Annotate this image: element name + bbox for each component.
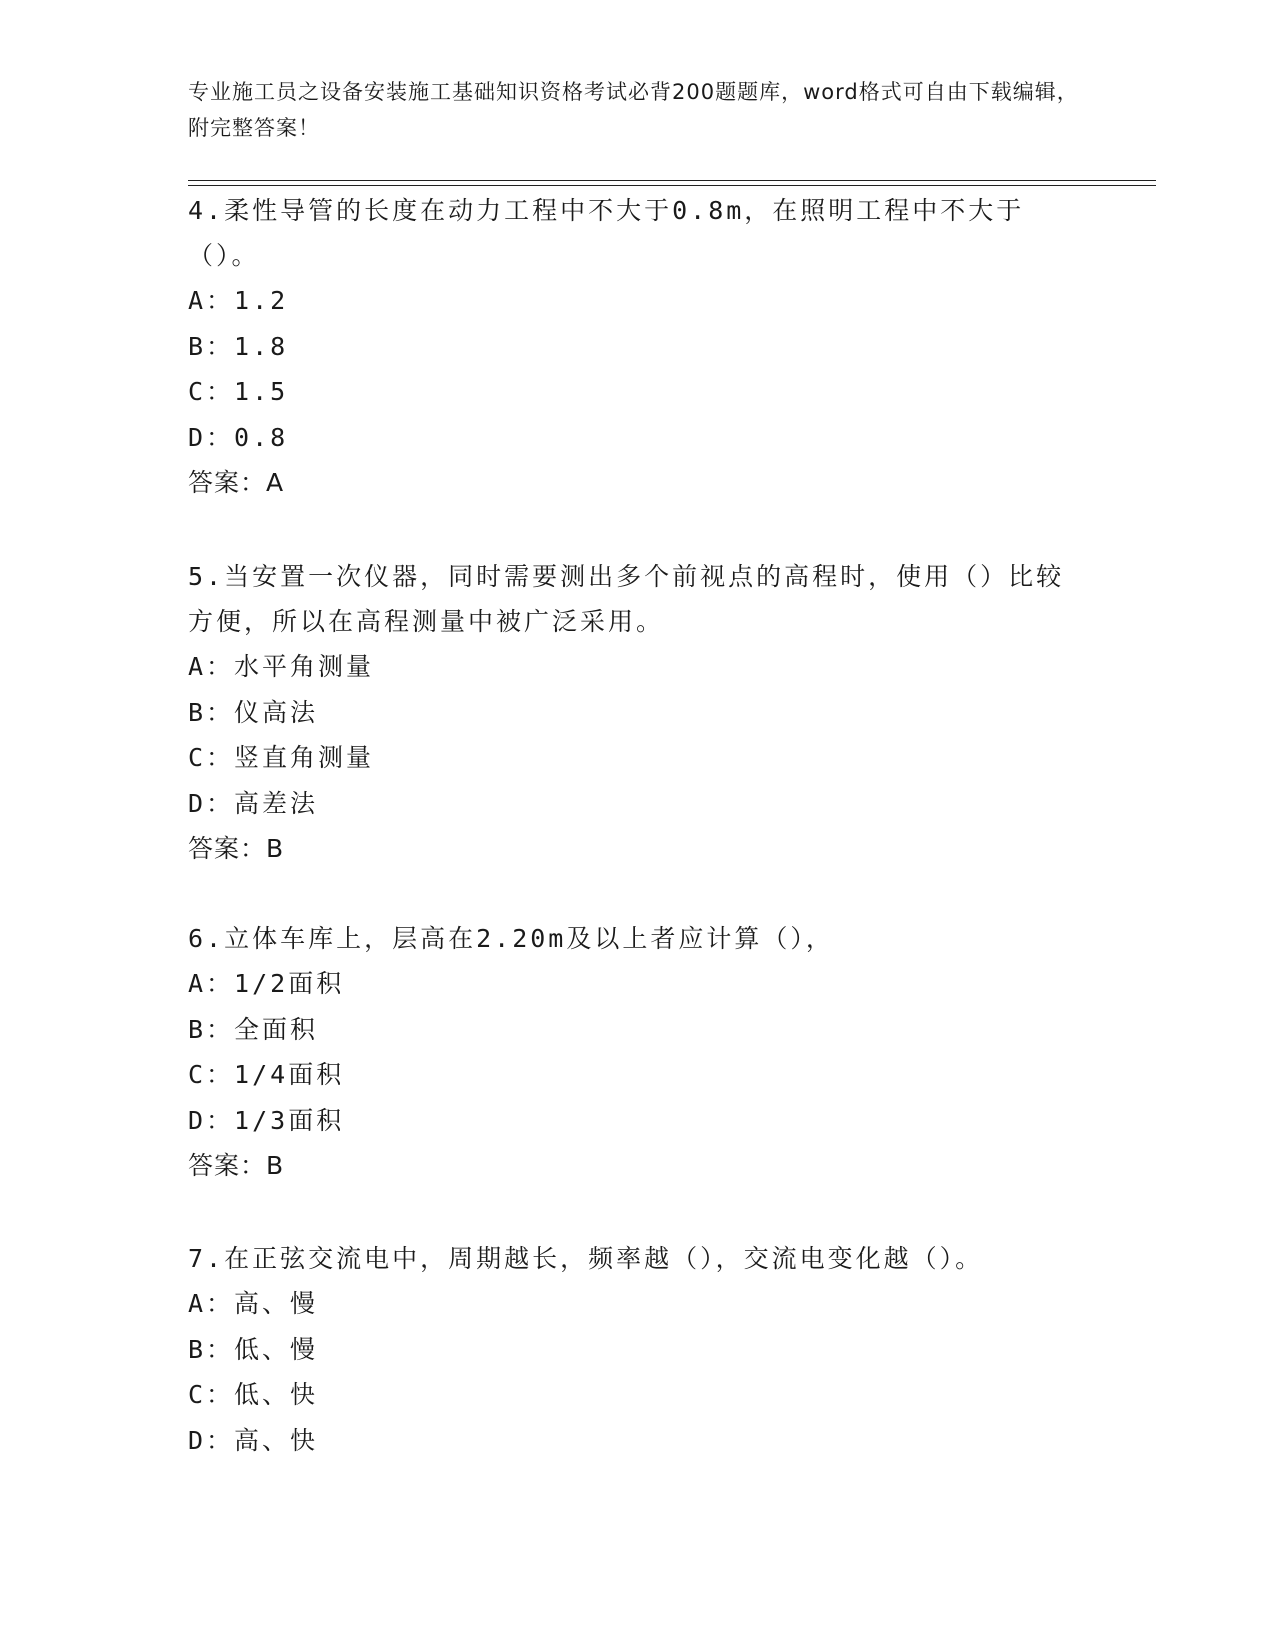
question-text: 4.柔性导管的长度在动力工程中不大于0.8m，在照明工程中不大于（）。 xyxy=(188,196,1025,270)
question-text: 6.立体车库上，层高在2.20m及以上者应计算（）， xyxy=(188,924,834,953)
question-text: 5.当安置一次仪器，同时需要测出多个前视点的高程时，使用（）比较方便，所以在高程测量中被广泛采用。 xyxy=(188,562,1065,636)
option-b: B：全面积 xyxy=(188,1014,319,1044)
option-b: B：仪高法 xyxy=(188,697,319,727)
question-4 xyxy=(188,188,1088,505)
option-a: A：高、慢 xyxy=(188,1289,319,1318)
option-c: C：低、快 xyxy=(188,1380,319,1409)
option-c: C：1.5 xyxy=(188,377,289,406)
option-c: C：竖直角测量 xyxy=(188,743,375,772)
option-d: D：1/3面积 xyxy=(188,1105,345,1135)
question-5 xyxy=(188,554,1088,871)
option-b: B：1.8 xyxy=(188,331,289,361)
option-a: A：1/2面积 xyxy=(188,969,345,998)
option-d: D：高差法 xyxy=(188,788,319,818)
option-d: D：0.8 xyxy=(188,422,289,452)
option-b: B：低、慢 xyxy=(188,1334,319,1364)
option-a: A：水平角测量 xyxy=(188,652,375,681)
answer-label: 答案：B xyxy=(188,834,285,863)
option-d: D：高、快 xyxy=(188,1425,319,1455)
option-c: C：1/4面积 xyxy=(188,1060,345,1089)
question-text: 7.在正弦交流电中，周期越长，频率越（），交流电变化越（）。 xyxy=(188,1244,984,1273)
header-divider-top xyxy=(188,180,1156,181)
header-title: 专业施工员之设备安装施工基础知识资格考试必背200题题库，word格式可自由下载编辑，附完整答案！ xyxy=(188,80,1079,140)
answer-label: 答案：B xyxy=(188,1151,285,1180)
question-7 xyxy=(188,1236,1088,1463)
header-divider-bottom xyxy=(188,185,1156,186)
answer-label: 答案：A xyxy=(188,468,285,497)
option-a: A：1.2 xyxy=(188,286,289,315)
document-header xyxy=(188,74,1088,146)
question-6 xyxy=(188,916,1088,1188)
